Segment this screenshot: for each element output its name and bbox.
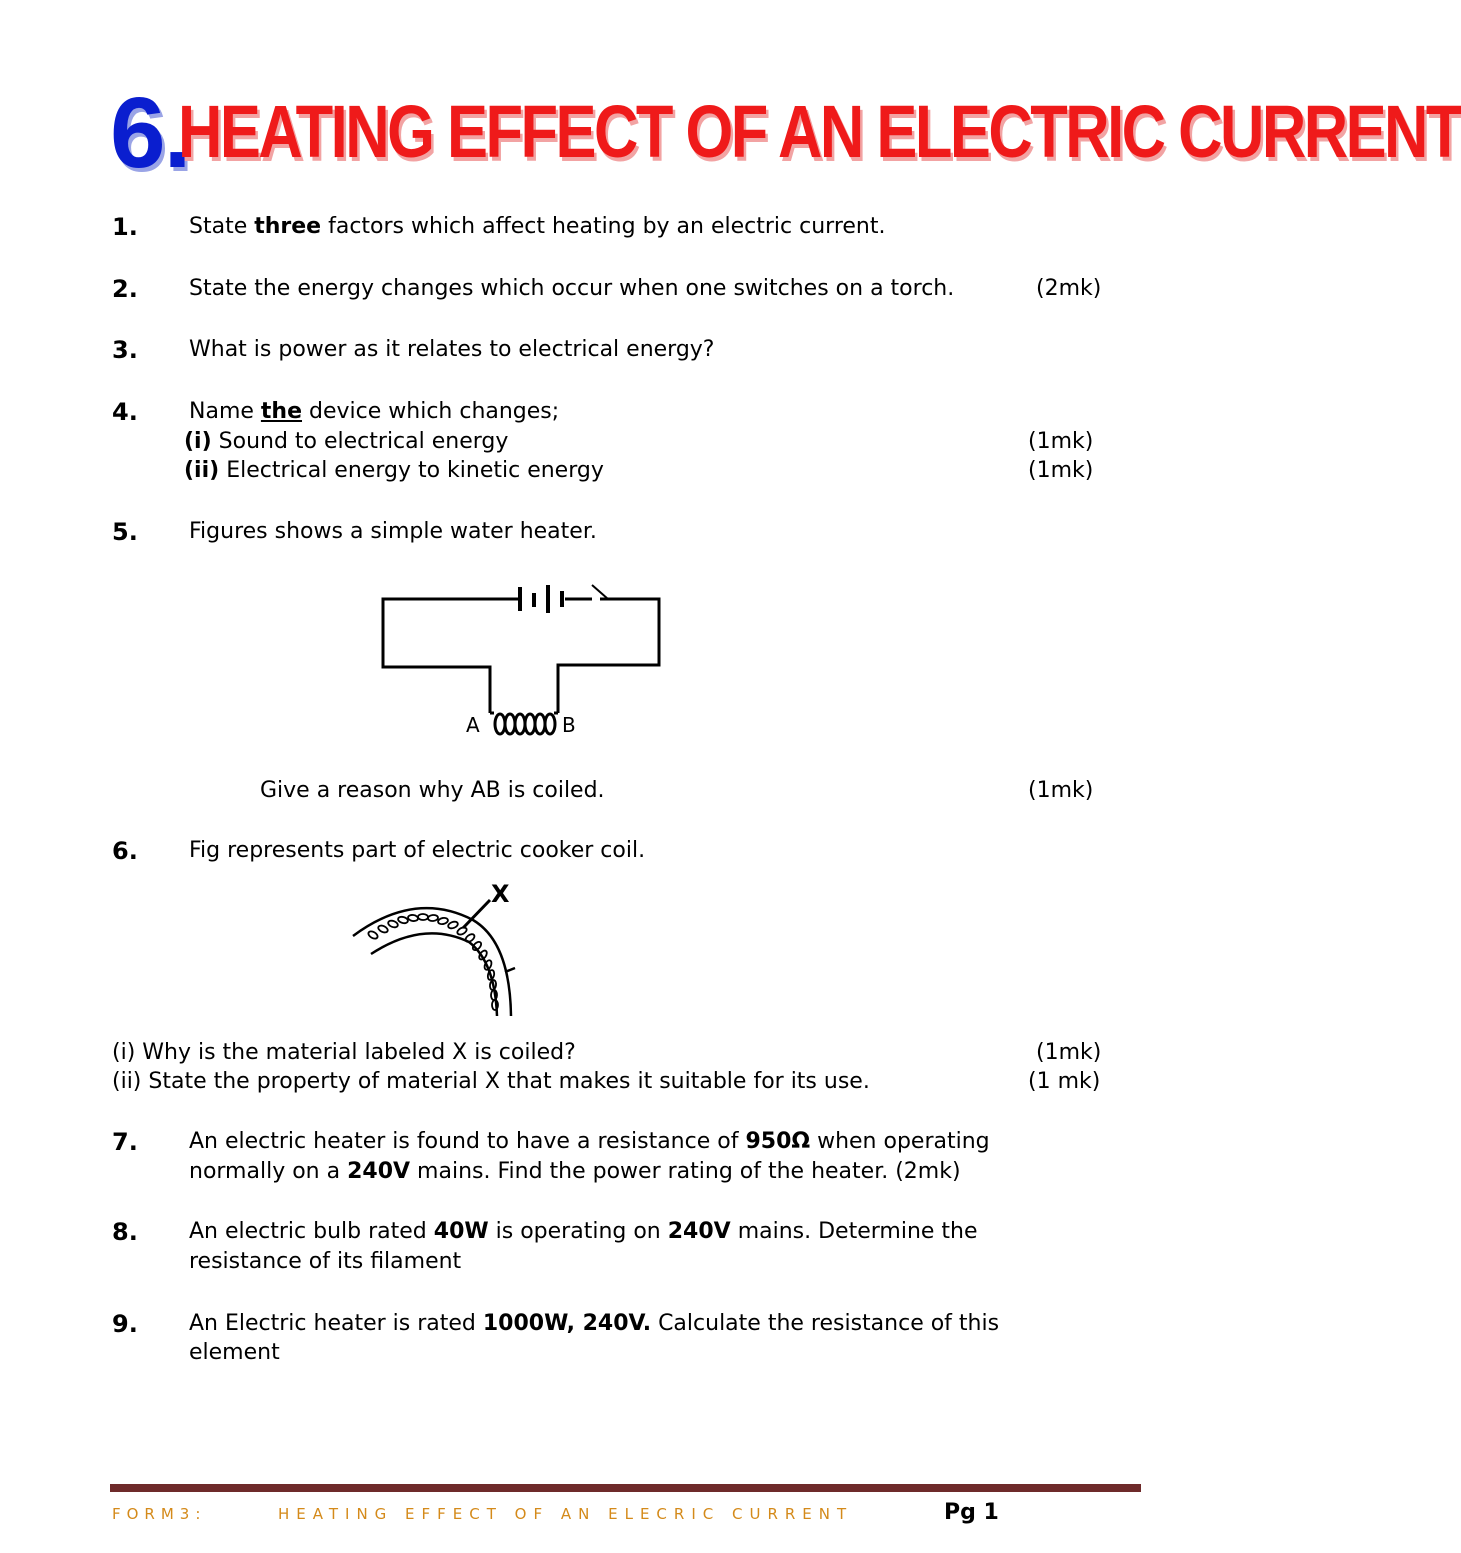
question-7-number: 7. xyxy=(112,1128,138,1156)
question-4-part-ii: (ii) Electrical energy to kinetic energy xyxy=(184,458,604,483)
question-5-marks: (1mk) xyxy=(1028,778,1094,803)
question-8-line-2: resistance of its filament xyxy=(189,1249,462,1274)
question-4-part-i-marks: (1mk) xyxy=(1028,429,1094,454)
question-1-number: 1. xyxy=(112,213,138,241)
question-4-text: Name the device which changes; xyxy=(189,399,560,424)
question-9-line-1: An Electric heater is rated 1000W, 240V. Calculate the resistance of this xyxy=(189,1311,1000,1336)
question-6-part-ii-marks: (1 mk) xyxy=(1028,1069,1101,1094)
question-2-marks: (2mk) xyxy=(1036,276,1102,301)
label-a: A xyxy=(466,713,480,737)
label-x: X xyxy=(491,880,510,908)
question-4-part-i: (i) Sound to electrical energy xyxy=(184,429,509,454)
heating-coil-ab xyxy=(490,713,558,734)
question-5-number: 5. xyxy=(112,518,138,546)
question-8-line-1: An electric bulb rated 40W is operating on 240V mains. Determine the xyxy=(189,1219,978,1244)
water-heater-circuit-figure xyxy=(370,575,670,745)
footer-rule xyxy=(110,1484,1141,1492)
question-2-text: State the energy changes which occur when one switches on a torch. xyxy=(189,276,955,301)
question-3-text: What is power as it relates to electrical energy? xyxy=(189,337,715,362)
footer-form: FORM3: xyxy=(112,1505,207,1523)
question-5-follow-up: Give a reason why AB is coiled. xyxy=(260,778,605,803)
footer-subject: HEATING EFFECT OF AN ELECRIC CURRENT xyxy=(278,1505,854,1523)
question-3-number: 3. xyxy=(112,336,138,364)
label-b: B xyxy=(562,713,576,737)
question-6-text: Fig represents part of electric cooker coil. xyxy=(189,838,646,863)
question-6-part-ii: (ii) State the property of material X that makes it suitable for its use. xyxy=(112,1069,870,1094)
question-7-line-2: normally on a 240V mains. Find the power rating of the heater. (2mk) xyxy=(189,1159,961,1184)
question-4-number: 4. xyxy=(112,398,138,426)
question-2-number: 2. xyxy=(112,275,138,303)
page-number: Pg 1 xyxy=(944,1500,999,1525)
question-4-part-ii-marks: (1mk) xyxy=(1028,458,1094,483)
question-9-number: 9. xyxy=(112,1310,138,1338)
question-1-text: State three factors which affect heating by an electric current. xyxy=(189,214,886,239)
title-number: 6. xyxy=(110,77,190,189)
question-6-part-i-marks: (1mk) xyxy=(1036,1040,1102,1065)
title-text: HEATING EFFECT OF AN ELECTRIC CURRENT xyxy=(178,90,1461,173)
question-7-line-1: An electric heater is found to have a resistance of 950Ω when operating xyxy=(189,1129,990,1154)
question-9-line-2: element xyxy=(189,1340,280,1365)
question-6-part-i: (i) Why is the material labeled X is coiled? xyxy=(112,1040,576,1065)
page-title xyxy=(108,77,1461,189)
question-6-number: 6. xyxy=(112,837,138,865)
question-8-number: 8. xyxy=(112,1218,138,1246)
question-5-text: Figures shows a simple water heater. xyxy=(189,519,597,544)
